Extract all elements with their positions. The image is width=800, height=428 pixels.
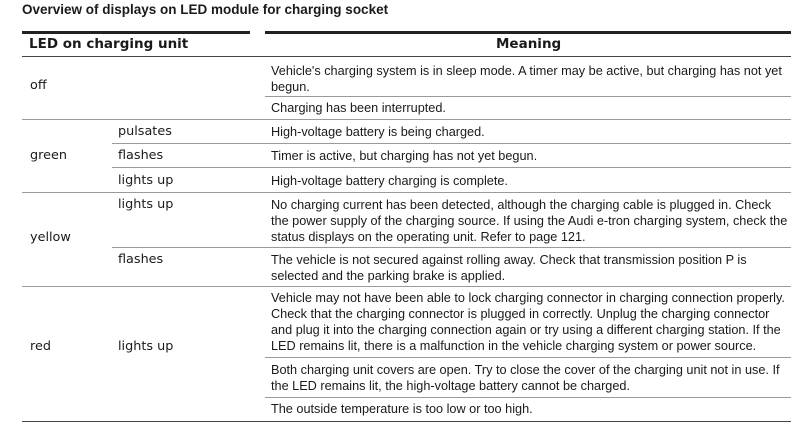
meaning-red-connector: Vehicle may not have been able to lock charging connector in charging connection properly. Check that the charging connector is plugged in correctly. Unplug the charging connector and plug it into the charging connection again or try using a different charging station. If the LED remains lit, there is a malfunction in the vehicle charging system or power source.: [271, 291, 785, 353]
meaning-off-interrupted: Charging has been interrupted.: [271, 101, 446, 115]
table-bottom-rule: [22, 421, 791, 422]
row-divider: [112, 167, 791, 168]
row-divider: [22, 286, 791, 287]
meaning-off-sleep: Vehicle's charging system is in sleep mode. A timer may be active, but charging has not yet begun.: [271, 64, 782, 94]
led-state-lights-up: lights up: [118, 197, 174, 212]
led-state-pulsates: pulsates: [118, 124, 172, 139]
led-state-lights-up: lights up: [118, 173, 174, 188]
row-divider: [265, 397, 791, 398]
header-led: LED on charging unit: [29, 36, 189, 52]
row-divider: [265, 357, 791, 358]
led-state-flashes: flashes: [118, 148, 164, 163]
meaning-green-flashes: Timer is active, but charging has not yet begun.: [271, 149, 538, 163]
row-divider: [22, 192, 791, 193]
led-state-flashes: flashes: [118, 252, 164, 267]
meaning-yellow-lights-up: No charging current has been detected, although the charging cable is plugged in. Check the power supply of the charging source. If using the Audi e-tron charging system, check the status displays on the operating unit. Refer to page 121.: [271, 198, 788, 244]
led-state-lights-up: lights up: [118, 339, 174, 354]
led-color-off: off: [30, 78, 47, 93]
led-color-green: green: [30, 148, 67, 163]
meaning-green-lights-up: High-voltage battery charging is complete.: [271, 174, 508, 188]
meaning-red-covers: Both charging unit covers are open. Try to close the cover of the charging unit not in use. If the LED remains lit, the high-voltage battery cannot be charged.: [271, 363, 780, 393]
table-title: Overview of displays on LED module for charging socket: [22, 2, 389, 17]
meaning-red-temperature: The outside temperature is too low or too high.: [271, 402, 533, 416]
header-rule-left: [22, 31, 250, 34]
meaning-yellow-flashes: The vehicle is not secured against rolling away. Check that transmission position P is selected and the parking brake is applied.: [271, 253, 747, 283]
row-divider: [22, 119, 791, 120]
row-divider: [112, 247, 791, 248]
led-color-yellow: yellow: [30, 230, 71, 245]
header-rule-right: [265, 31, 791, 34]
header-meaning: Meaning: [496, 36, 562, 52]
header-divider: [22, 56, 791, 57]
led-color-red: red: [30, 339, 51, 354]
row-divider: [265, 96, 791, 97]
meaning-green-pulsates: High-voltage battery is being charged.: [271, 125, 485, 139]
row-divider: [112, 143, 791, 144]
